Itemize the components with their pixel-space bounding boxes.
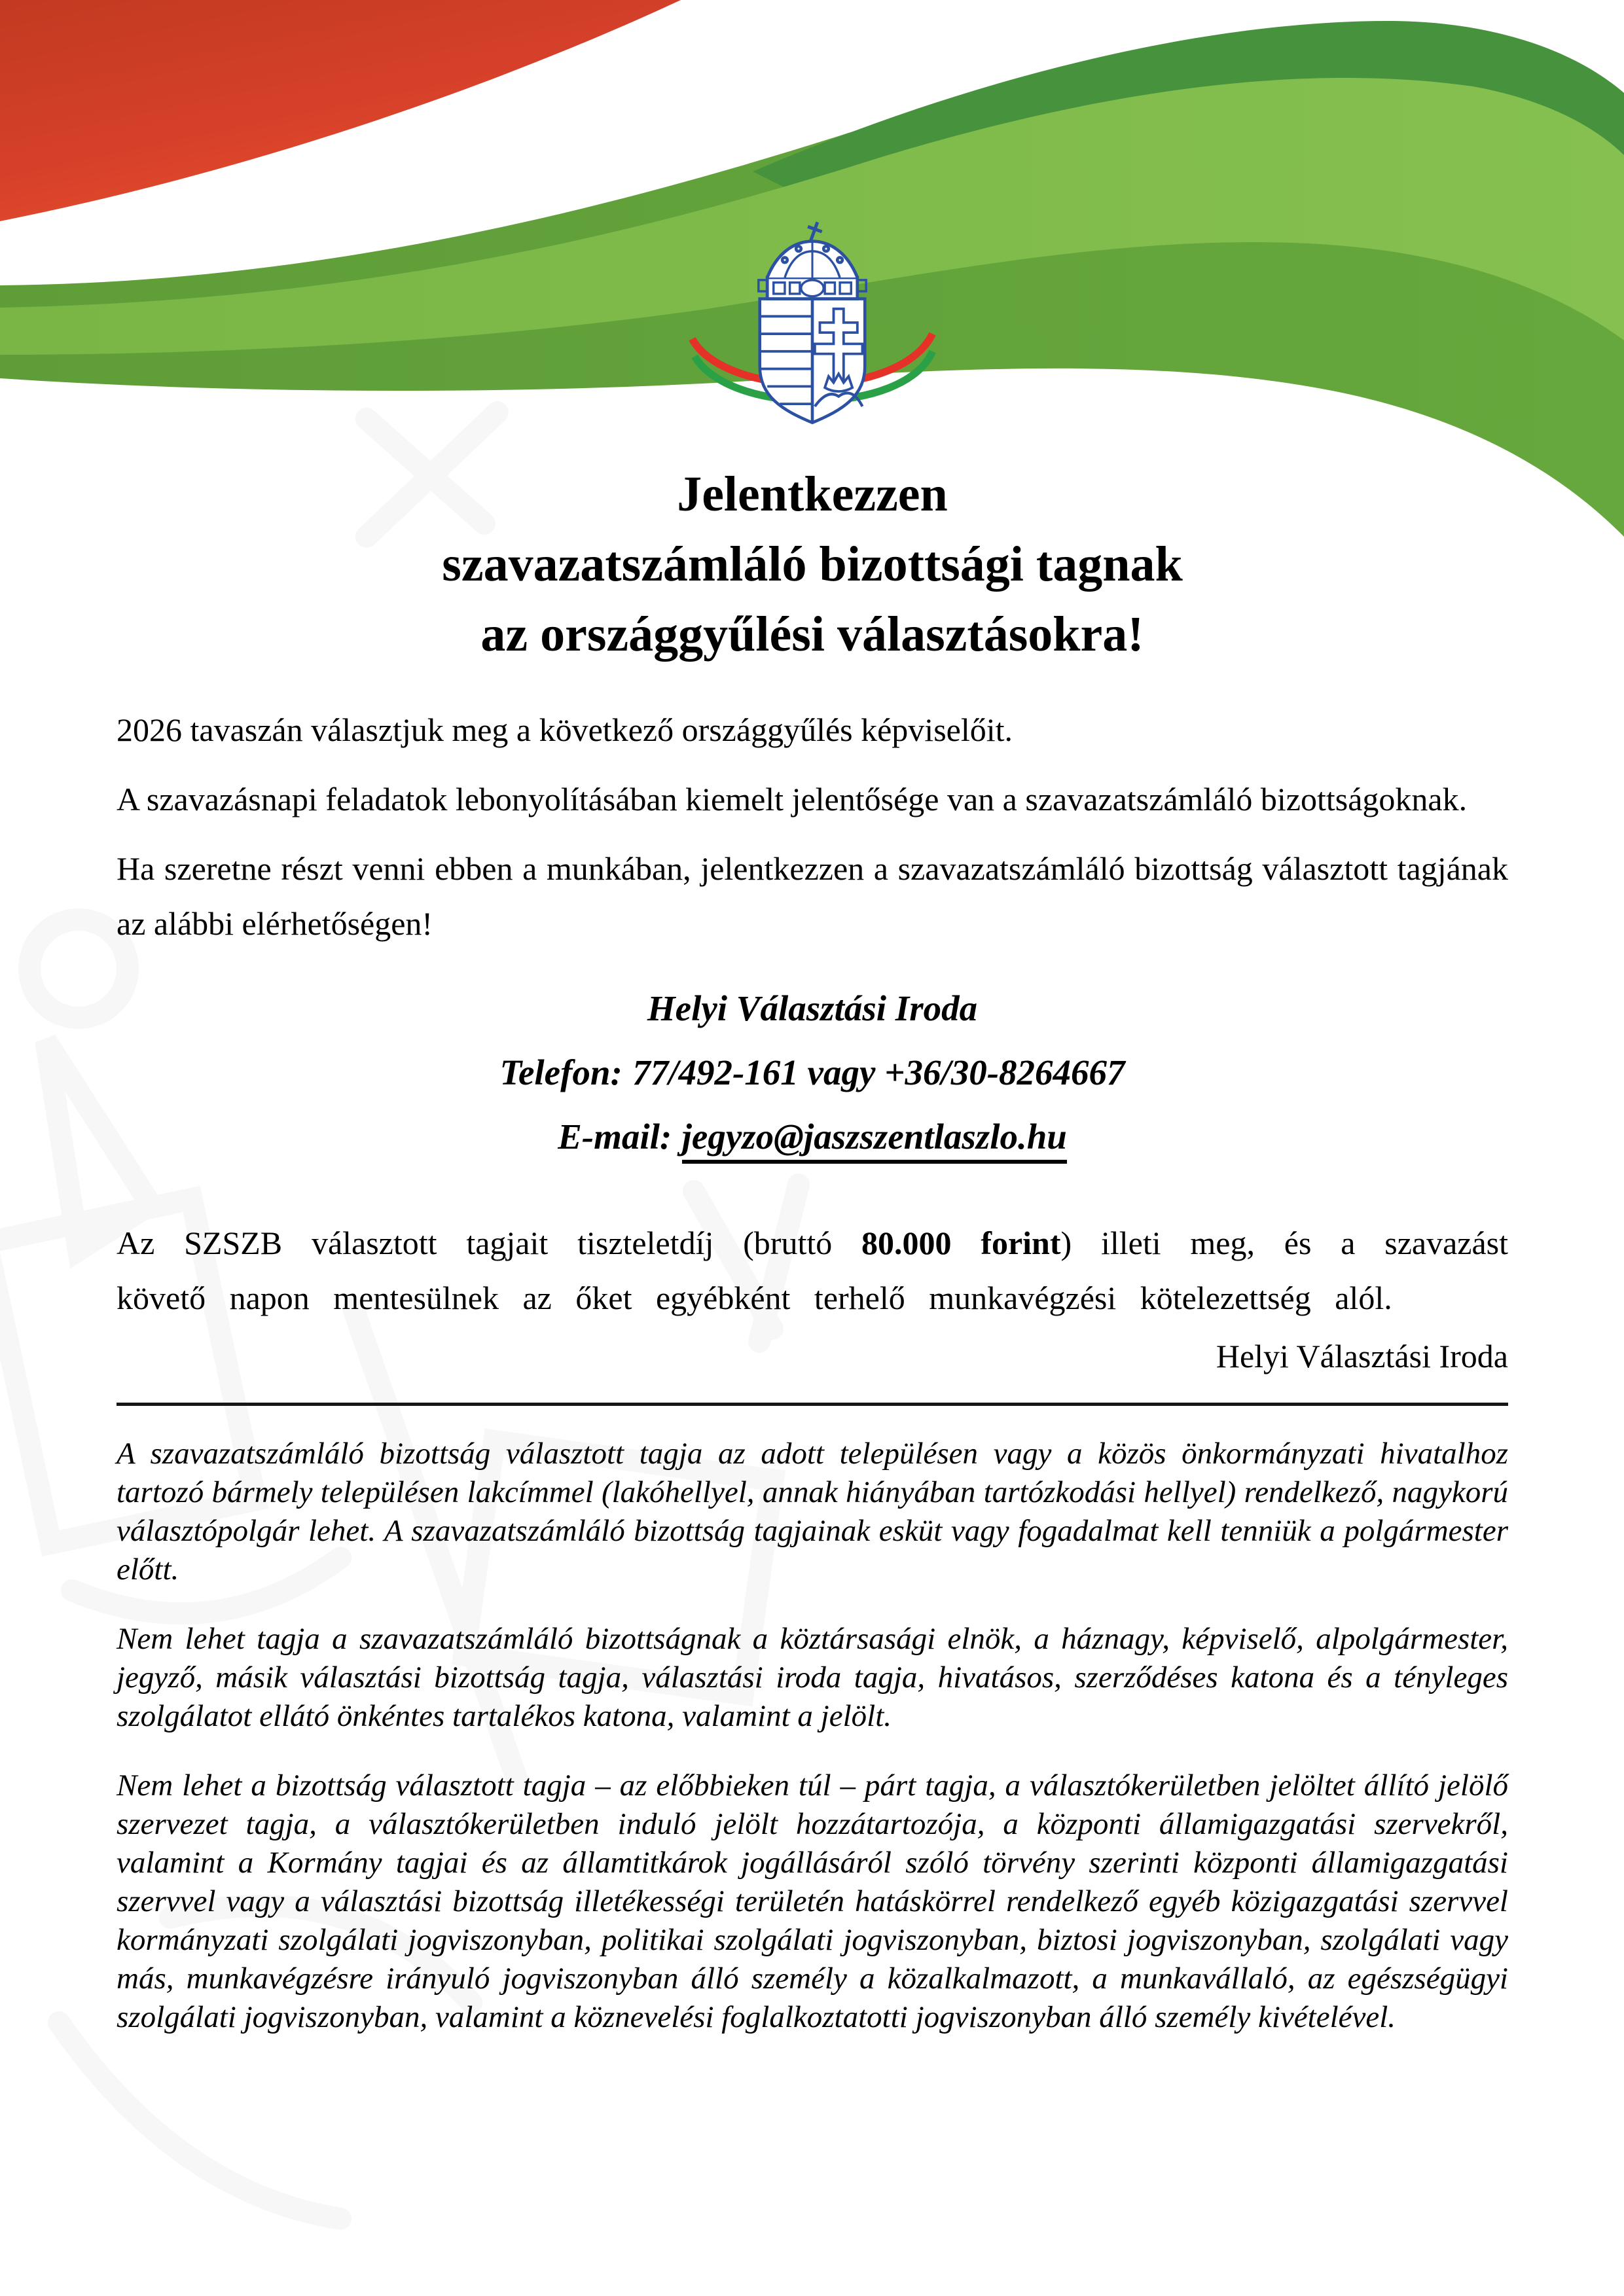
- intro-paragraph-2: A szavazásnapi feladatok lebonyolításában kiemelt jelentősége van a szavazatszámláló bizottságoknak.: [117, 781, 1468, 817]
- fine-print-paragraph-2: Nem lehet tagja a szavazatszámláló bizottságnak a köztársasági elnök, a háznagy, képviselő, alpolgármester, jegyző, másik választási bizottság tagja, választási iroda tagja, hivatásos, szerződéses katona és a tényleges szolgálatot ellátó önkéntes tartalékos katona, valamint a jelölt.: [117, 1622, 1508, 1733]
- page-title: [117, 459, 1508, 670]
- contact-office: Helyi Választási Iroda: [647, 988, 978, 1028]
- intro-paragraph-1: 2026 tavaszán választjuk meg a következő országgyűlés képviselőit.: [117, 711, 1013, 748]
- signature: Helyi Választási Iroda: [1216, 1338, 1508, 1374]
- compensation-paragraph: [117, 1215, 1508, 1325]
- page-title-line: szavazatszámláló bizottsági tagnak: [442, 537, 1183, 592]
- compensation-amount: 80.000 forint: [861, 1225, 1061, 1261]
- fine-print-paragraph-3: Nem lehet a bizottság választott tagja – az előbbieken túl – párt tagja, a választókerületben jelöltet állító jelölő szervezet tagja, a választókerületben induló jelölt hozzátartozója, a központi államigazgatási szervekről, valamint a Kormány tagjai és az államtitkárok jogállásáról szóló törvény szerinti központi államigazgatási szervvel vagy a választási bizottság illetékességi területén hatáskörrel rendelkező egyéb közigazgatási szervvel kormányzati szolgálati jogviszonyban, politikai szolgálati jogviszonyban, biztosi jogviszonyban, szolgálati vagy más, munkavégzésre irányuló jogviszonyban álló személy a közalkalmazott, a munkavállaló, az egészségügyi szolgálati jogviszonyban, valamint a köznevelési foglalkoztatotti jogviszonyban álló személy kivételével.: [117, 1768, 1508, 2034]
- fine-print-paragraph-1: A szavazatszámláló bizottság választott tagja az adott településen vagy a közös önkormányzati hivatalhoz tartozó bármely településen lakcímmel (lakóhellyel, annak hiányában tartózkodási hellyel) rendelkező, nagykorú választópolgár lehet. A szavazatszámláló bizottság tagjainak esküt vagy fogadalmat kell tenniük a polgármester előtt.: [117, 1437, 1508, 1587]
- fine-print-section: [117, 1406, 1508, 2037]
- intro-paragraph-3: Ha szeretne részt venni ebben a munkában, jelentkezzen a szavazatszámláló bizottság választott tagjának az alábbi elérhetőségen!: [117, 850, 1508, 942]
- phone-number: 77/492-161 vagy +36/30-8264667: [632, 1052, 1125, 1092]
- contact-phone: [117, 1054, 1508, 1091]
- page-title-line: az országgyűlési választásokra!: [480, 607, 1144, 662]
- email-label: E-mail:: [558, 1117, 672, 1157]
- contact-block: [117, 990, 1508, 1155]
- phone-label: Telefon:: [499, 1052, 623, 1092]
- compensation-text-after: ) illeti meg, és a szavazást követő napon mentesülnek az őket egyébként terhelő munkavégzési kötelezettség alól.: [117, 1225, 1508, 1316]
- email-link[interactable]: jegyzo@jaszszentlaszlo.hu: [682, 1117, 1067, 1164]
- contact-email: [117, 1119, 1508, 1155]
- compensation-text-before: Az SZSZB választott tagjait tiszteletdíj (bruttó: [117, 1225, 862, 1261]
- page-title-line: Jelentkezzen: [677, 467, 948, 522]
